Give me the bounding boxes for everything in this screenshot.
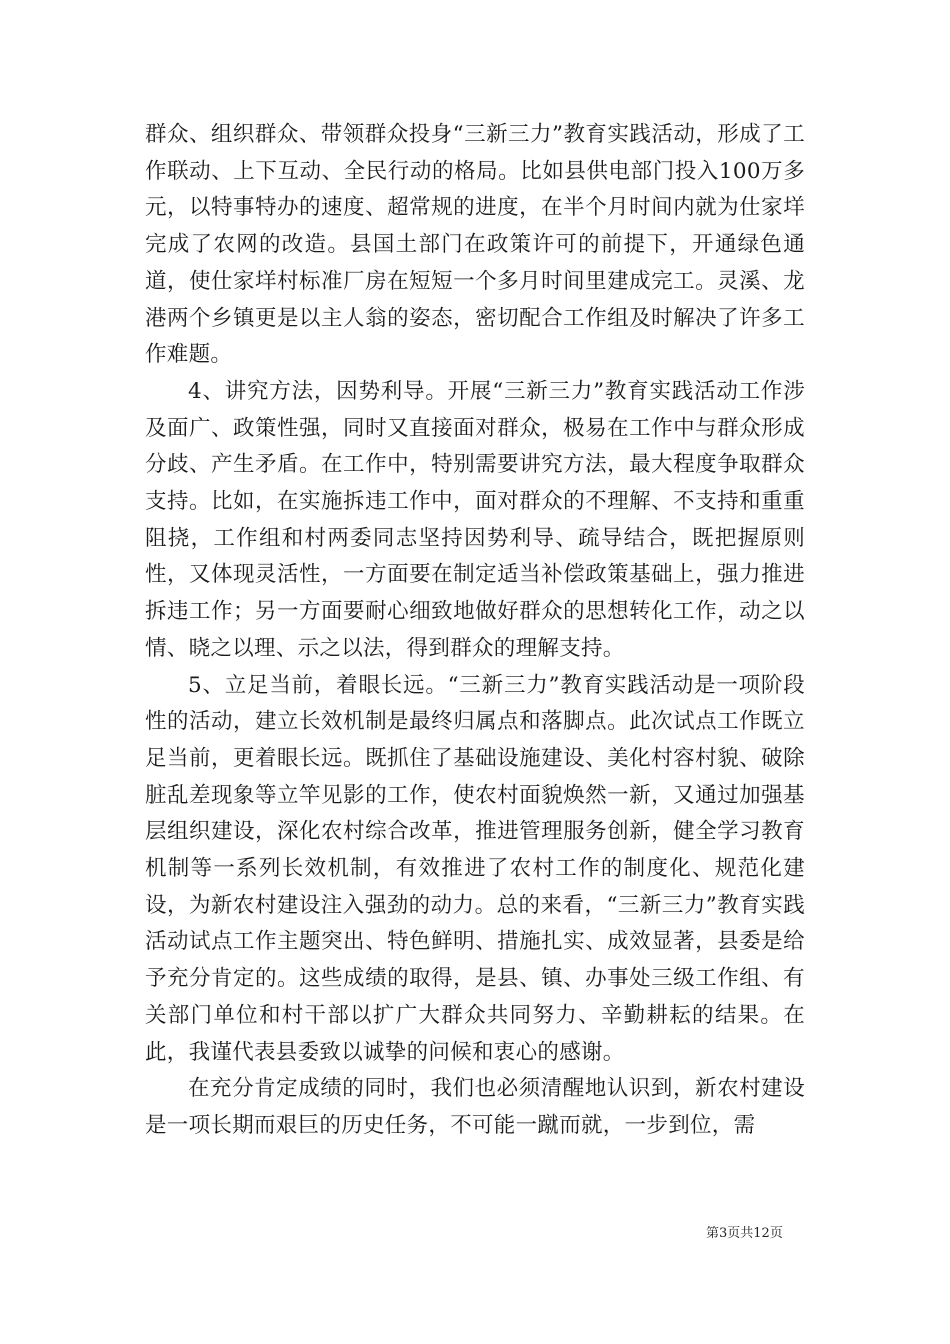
paragraph-2: 4、讲究方法，因势利导。开展“三新三力”教育实践活动工作涉及面广、政策性强，同时又直接面对群众，极易在工作中与群众形成分歧、产生矛盾。在工作中，特别需要讲究方法，最大程度争取群众支持。比如，在实施拆违工作中，面对群众的不理解、不支持和重重阻挠，工作组和村两委同志坚持因势利导、疏导结合，既把握原则性，又体现灵活性，一方面要在制定适当补偿政策基础上，强力推进拆违工作；另一方面要耐心细致地做好群众的思想转化工作，动之以情、晓之以理、示之以法，得到群众的理解支持。 (145, 378, 805, 661)
page-number: 第3页共12页 (706, 1226, 783, 1241)
body-text (145, 117, 805, 1145)
paragraph-3: 5、立足当前，着眼长远。“三新三力”教育实践活动是一项阶段性的活动，建立长效机制是最终归属点和落脚点。此次试点工作既立足当前，更着眼长远。既抓住了基础设施建设、美化村容村貌、破除脏乱差现象等立竿见影的工作，使农村面貌焕然一新，又通过加强基层组织建设，深化农村综合改革，推进管理服务创新，健全学习教育机制等一系列长效机制，有效推进了农村工作的制度化、规范化建设，为新农村建设注入强劲的动力。总的来看，“三新三力”教育实践活动试点工作主题突出、特色鲜明、措施扎实、成效显著，县委是给予充分肯定的。这些成绩的取得，是县、镇、办事处三级工作组、有关部门单位和村干部以扩广大群众共同努力、辛勤耕耘的结果。在此，我谨代表县委致以诚挚的问候和衷心的感谢。 (145, 672, 805, 1065)
paragraph-4: 在充分肯定成绩的同时，我们也必须清醒地认识到，新农村建设是一项长期而艰巨的历史任务，不可能一蹴而就，一步到位，需 (145, 1076, 805, 1138)
paragraph-1: 群众、组织群众、带领群众投身“三新三力”教育实践活动，形成了工作联动、上下互动、全民行动的格局。比如县供电部门投入100万多元，以特事特办的速度、超常规的进度，在半个月时间内就为仕家垟完成了农网的改造。县国土部门在政策许可的前提下，开通绿色通道，使仕家垟村标准厂房在短短一个多月时间里建成完工。灵溪、龙港两个乡镇更是以主人翁的姿态，密切配合工作组及时解决了许多工作难题。 (145, 122, 805, 368)
